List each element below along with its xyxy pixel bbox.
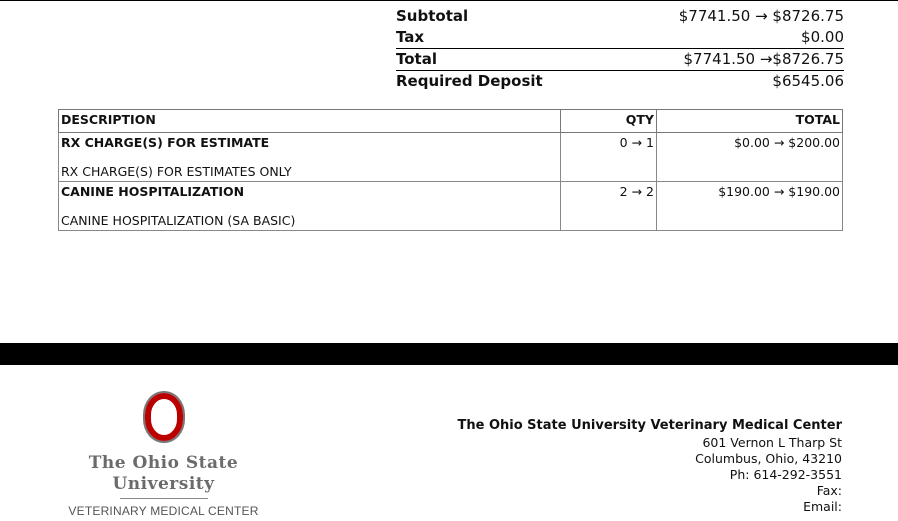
footer-band bbox=[0, 343, 898, 365]
email-address: Email: bbox=[803, 499, 842, 514]
table-header-row bbox=[59, 110, 843, 133]
logo-line-2: University bbox=[112, 474, 215, 494]
total-value: $7741.50 →$8726.75 bbox=[683, 50, 844, 68]
total-row bbox=[396, 49, 844, 70]
estimate-summary bbox=[396, 6, 844, 92]
total-header: TOTAL bbox=[656, 110, 842, 133]
subtotal-label: Subtotal bbox=[396, 7, 469, 25]
subtotal-value: $7741.50 → $8726.75 bbox=[678, 7, 844, 25]
item-name: RX CHARGE(S) FOR ESTIMATE bbox=[61, 135, 270, 150]
item-qty: 0 → 1 bbox=[561, 133, 657, 182]
phone-number: Ph: 614-292-3551 bbox=[729, 467, 842, 482]
item-description-cell bbox=[59, 182, 561, 231]
logo-divider bbox=[120, 498, 208, 499]
item-detail: CANINE HOSPITALIZATION (SA BASIC) bbox=[61, 213, 296, 228]
deposit-value: $6545.06 bbox=[772, 72, 844, 90]
street-address: 601 Vernon L Tharp St bbox=[702, 435, 842, 450]
top-divider bbox=[0, 0, 898, 1]
tax-row bbox=[396, 27, 844, 48]
item-name: CANINE HOSPITALIZATION bbox=[61, 184, 245, 199]
qty-header: QTY bbox=[561, 110, 657, 133]
logo-line-3: VETERINARY MEDICAL CENTER bbox=[68, 504, 259, 518]
block-o-icon bbox=[145, 393, 183, 441]
contact-address bbox=[457, 418, 842, 515]
logo-line-1: The Ohio State bbox=[88, 453, 239, 473]
item-description-cell bbox=[59, 133, 561, 182]
org-name: The Ohio State University Veterinary Medical Center bbox=[457, 418, 842, 433]
total-label: Total bbox=[396, 50, 437, 68]
city-state-zip: Columbus, Ohio, 43210 bbox=[695, 451, 842, 466]
fax-number: Fax: bbox=[816, 483, 842, 498]
tax-value: $0.00 bbox=[801, 28, 844, 46]
osu-logo bbox=[66, 393, 261, 518]
line-items-table bbox=[58, 109, 843, 231]
table-row bbox=[59, 133, 843, 182]
item-total: $190.00 → $190.00 bbox=[656, 182, 842, 231]
description-header: DESCRIPTION bbox=[59, 110, 561, 133]
item-detail: RX CHARGE(S) FOR ESTIMATES ONLY bbox=[61, 164, 292, 179]
item-qty: 2 → 2 bbox=[561, 182, 657, 231]
item-total: $0.00 → $200.00 bbox=[656, 133, 842, 182]
subtotal-row bbox=[396, 6, 844, 27]
table-row bbox=[59, 182, 843, 231]
deposit-label: Required Deposit bbox=[396, 72, 543, 90]
tax-label: Tax bbox=[396, 28, 425, 46]
deposit-row bbox=[396, 71, 844, 92]
